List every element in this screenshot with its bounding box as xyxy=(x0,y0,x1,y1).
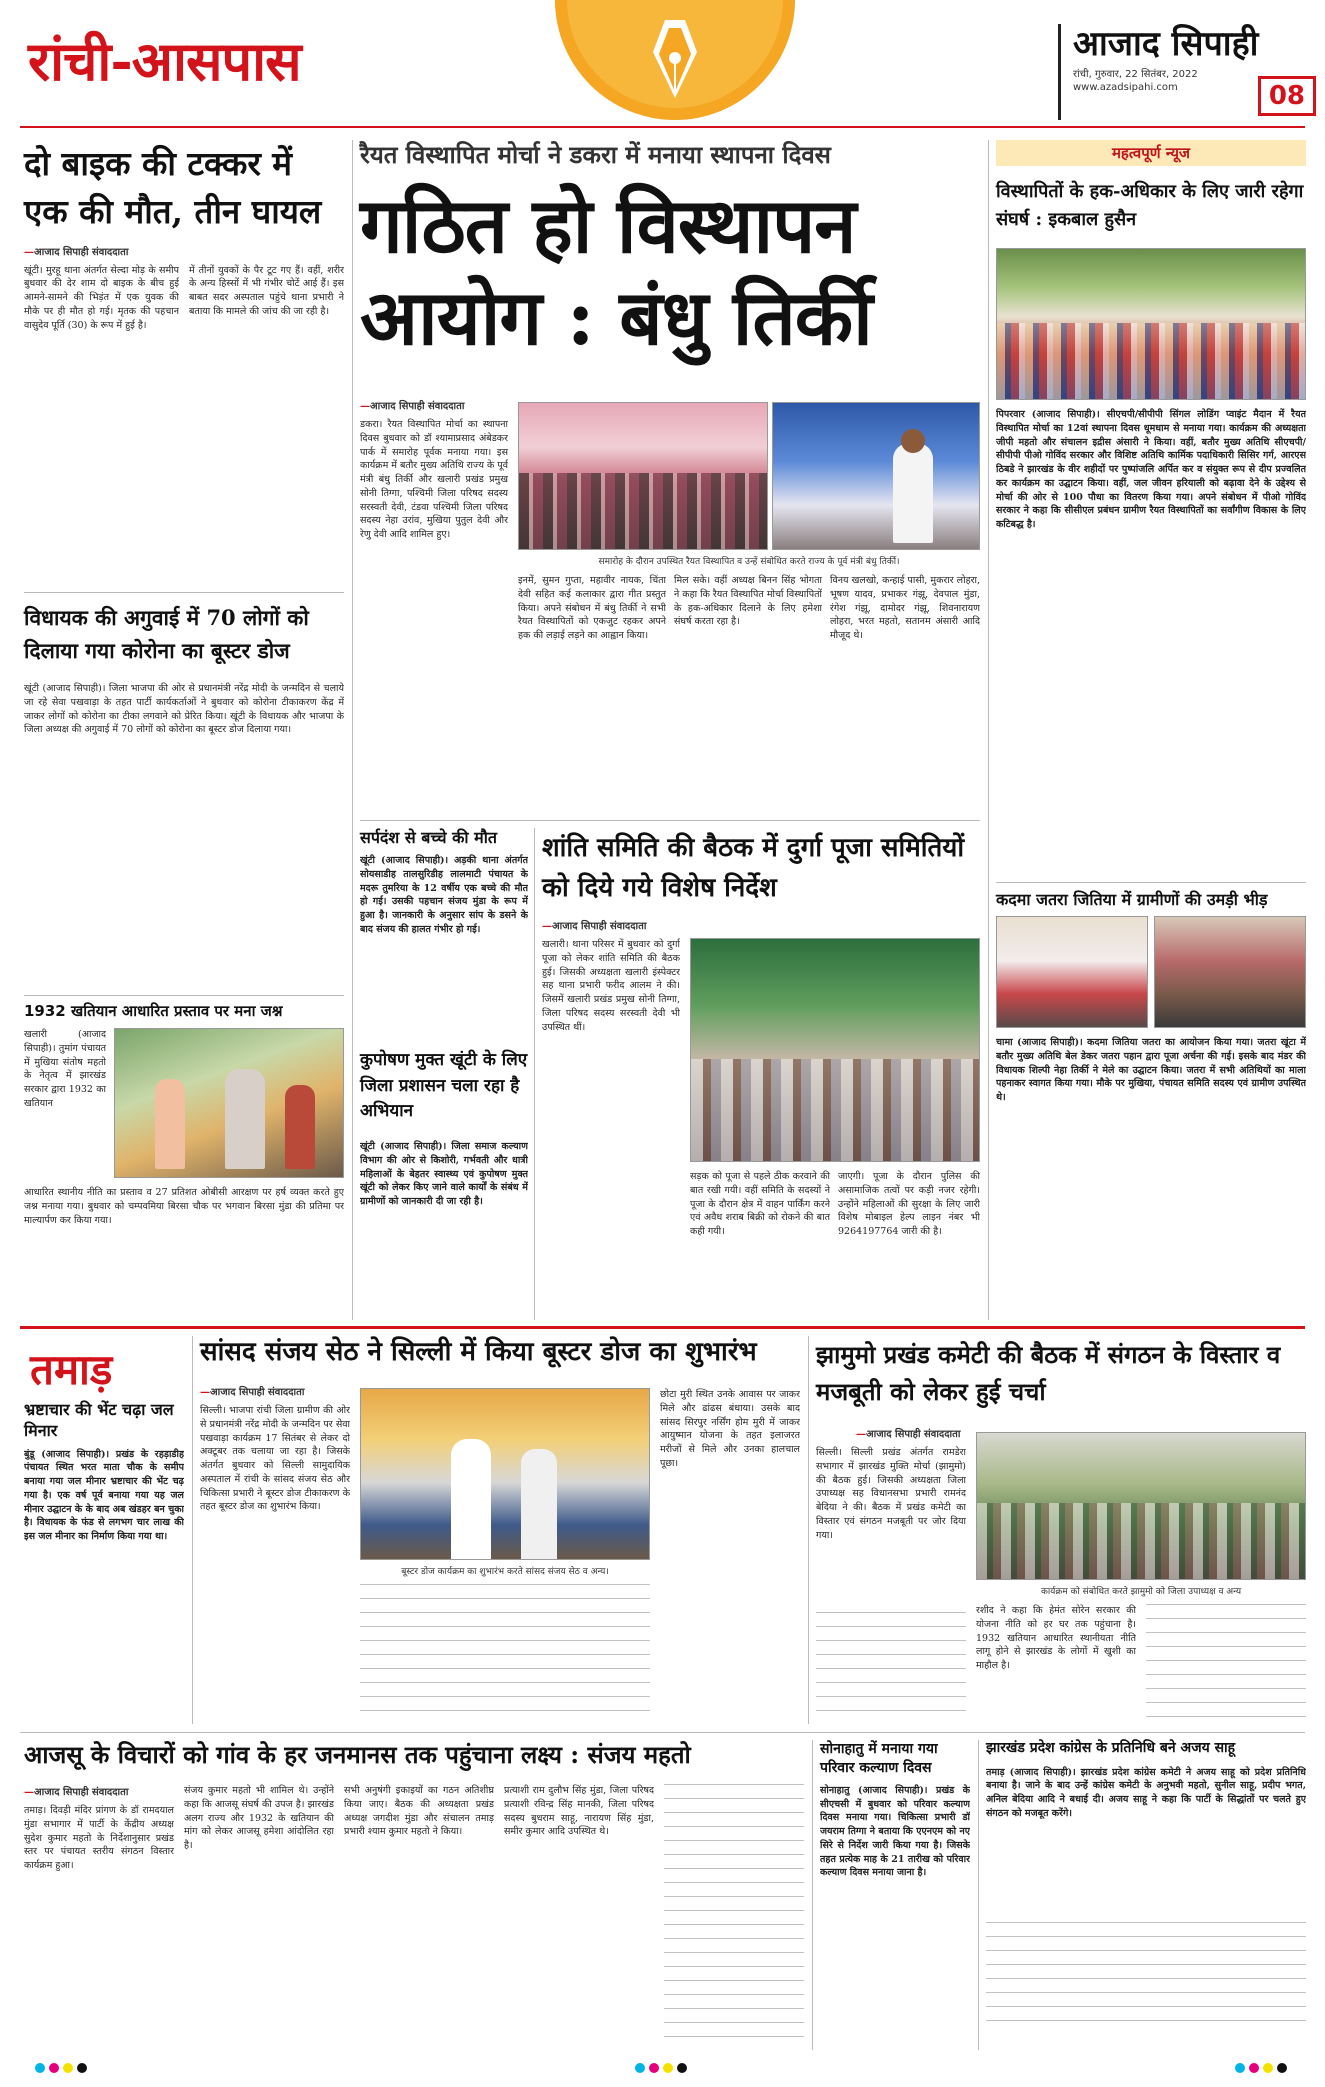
text-booster-silli-a: सिल्ली। भाजपा रांची जिला ग्रामीण की ओर से प्रधानमंत्री नरेंद्र मोदी के जन्मदिन पर सेवा पखवाड़ा कार्यक्रम 17 सितंबर से लेकर दो अक्टूबर तक चलाया जा रहा है। जिसके अंतर्गत बुधवार को सिल्ली सामुदायिक अस्पताल में रांची के सांसद संजय सेठ और चिकित्सा प्रभारी ने बूस्टर डोज टीकाकरण के तहत बूस्टर डोज का शुभारंभ किया। xyxy=(200,1405,350,1513)
photo-jmm-meeting xyxy=(976,1432,1306,1580)
left-column xyxy=(24,140,344,1320)
text-sonahatu: सोनाहातु (आजाद सिपाही)। प्रखंड के सीएचसी में बुधवार को परिवार कल्याण दिवस मनाया गया। चिकित्सा प्रभारी डॉ जयराम तिग्गा ने बताया कि एएनएम को नए सिरे से निर्देश जारी किया गया है। जिसके तहत प्रत्येक माह के 21 तारीख को परिवार कल्याण दिवस मनाया जाना है। xyxy=(820,1784,970,1879)
photo-kadma-jatra-2 xyxy=(1154,916,1306,1028)
headline-sonahatu: सोनाहातु में मनाया गया परिवार कल्याण दिवस xyxy=(820,1741,938,1776)
bottom-section-rule xyxy=(20,1326,1305,1329)
lead-text-col2: इनमें, सुमन गुप्ता, महावीर नायक, चिंता देवी सहित कई कलाकार द्वारा गीत प्रस्तुत किया। अपने संबोधन में बंधु तिर्की ने सभी रैयत विस्थापितों को एकजुट रहकर अपने हक की लड़ाई लड़ने का आह्वान किया। xyxy=(518,575,666,642)
page-number: 08 xyxy=(1258,76,1316,116)
story-booster-silli xyxy=(200,1336,800,1726)
text-displaced-rights: पिपरवार (आजाद सिपाही)। सीएचपी/सीपीपी सिंगल लोडिंग प्वाइंट मैदान में रैयत विस्थापित मोर्चा का 12वां स्थापना दिवस धूमधाम से मनाया गया। कार्यक्रम की अध्यक्षता जीपी महतो और संचालन इद्रीस अंसारी ने किया। वहीं, बतौर मुख्य अतिथि सीएचपी/सीपीपी पीओ गोविंद सरकार और विशिष्ट अतिथि कार्मिक पदाधिकारी सिसिर गर्ग, आरएस ठिबडे ने झारखंड के वीर शहीदों पर पुष्पांजलि अर्पित कर व संयुक्त रूप से दीप प्रज्वलित कर कार्यक्रम का उद्घाटन किया। वहीं, जल जीवन हरियाली को बढ़ावा देने के उद्देश्य से मोर्चा की ओर से 100 पौधा का वितरण किया गया। अपने संबोधन में पीओ गोविंद सरकार ने कहा कि सीसीएल प्रबंधन ग्रामीण रैयत विस्थापितों का सर्वांगीण विकास के लिए कटिबद्ध है। xyxy=(996,409,1306,531)
lead-photo-crowd xyxy=(518,402,768,550)
lead-headline-2: आयोग : बंधु तिर्की xyxy=(360,273,872,362)
story-congress-rep xyxy=(986,1740,1306,2050)
text-bike-accident-a: खूंटी। मुरहू थाना अंतर्गत सेल्दा मोड़ के समीप बुधवार की देर शाम दो बाइक के बीच हुई आमने-सामने की भिड़ंत में एक युवक की मौके पर ही मौत हो गई। मृतक की पहचान वासुदेव पूर्ति (30) के रूप में हुई है। xyxy=(24,264,179,331)
story-jmm-meeting xyxy=(816,1336,1306,1726)
byline-bike-accident: — आजाद सिपाही संवाददाता xyxy=(24,244,344,258)
byline-peace-committee: — आजाद सिपाही संवाददाता xyxy=(542,918,646,932)
caption-jmm-meeting: कार्यक्रम को संबोधित करते झामुमो को जिला उपाध्यक्ष व अन्य xyxy=(1040,1587,1242,1597)
tamad-section-label: तमाड़ xyxy=(30,1345,113,1394)
photo-peace-committee xyxy=(690,938,980,1162)
text-jmm-meeting-a: सिल्ली। सिल्ली प्रखंड अंतर्गत रामडेरा सभागार में झारखंड मुक्ति मोर्चा (झामुमो) की बैठक हुई। जिसकी अध्यक्षता जिला उपाध्यक्ष सह विधानसभा प्रभारी रामनंद बेदिया ने की। बैठक में प्रखंड कमेटी का विस्तार एवं संगठन मजबूती पर जोर दिया गया। xyxy=(816,1447,966,1541)
headline-booster-silli: सांसद संजय सेठ ने सिल्ली में किया बूस्टर डोज का शुभारंभ xyxy=(200,1337,757,1367)
text-jmm-meeting-b: रशीद ने कहा कि हेमंत सोरेन सरकार की योजना नीति को हर घर तक पहुंचाना है। 1932 खतियान आधारित स्थानीयता नीति लागू होने से झारखंड के लोगों में खुशी का माहौल है। xyxy=(976,1605,1136,1672)
text-kadma-jatra: चामा (आजाद सिपाही)। कदमा जितिया जतरा का आयोजन किया गया। जतरा खूंटा में बतौर मुख्य अतिथि बेल डेकर जतरा पहान द्वारा पूजा अर्चना की गई। इसके बाद मंडर की विधायक शिल्पी नेहा तिर्की ने मेले का उद्घाटन किया। जतरा में सभी अतिथियों का माला पहनाकर स्वागत किया गया। मौके पर मुखिया, पंचायत समिति सदस्य एवं ग्रामीण उपस्थित थे। xyxy=(996,1037,1306,1104)
masthead xyxy=(0,0,1325,128)
text-peace-committee-a: खलारी। थाना परिसर में बुधवार को दुर्गा पूजा को लेकर शांति समिति की बैठक हुई। जिसकी अध्यक्षता खलारी इंस्पेक्टर सह थाना प्रभारी फरीद आलम ने की। जिसमें खलारी प्रखंड प्रमुख सोनी तिग्गा, जिला परिषद सदस्य सरस्वती देवी भी उपस्थित थीं। xyxy=(542,939,680,1033)
brand-block xyxy=(1058,24,1316,120)
byline-booster-silli: — आजाद सिपाही संवाददाता xyxy=(200,1384,304,1398)
headline-booster-mla: विधायक की अगुवाई में 70 लोगों को दिलाया गया कोरोना का बूस्टर डोज xyxy=(24,605,309,663)
lead-story xyxy=(360,140,980,1320)
text-congress-rep-cont xyxy=(986,1922,1306,2032)
tamad-sidebar xyxy=(24,1400,184,1700)
lead-headline-1: गठित हो विस्थापन xyxy=(360,181,856,270)
text-ajsu-cont xyxy=(664,1784,804,2048)
headline-snakebite: सर्पदंश से बच्चे की मौत xyxy=(360,828,497,847)
text-water-tower: बुंडू (आजाद सिपाही)। प्रखंड के रहड़ाडीह पंचायत स्थित भरत माता चौक के समीप बनाया गया जल मीनार भ्रष्टाचार की भेंट चढ़ गया है। एक वर्ष पूर्व बनाया गया यह जल मीनार उद्घाटन के के बाद अब खंडहर बन चुका है। विधायक के फंड से लगभग चार लाख की इस जल मीनार का निर्माण किया गया था। xyxy=(24,1448,184,1543)
story-ajsu xyxy=(24,1740,804,2050)
text-booster-silli-b: छोटा मुरी स्थित उनके आवास पर जाकर मिले और ढांढस बंधाया। उसके बाद सांसद सिरपुर नर्सिंग होम मुरी में जाकर आयुष्मान योजना के तहत इलाजरत मरीजों से मिले और उनका हालचाल पूछा। xyxy=(660,1389,800,1469)
newspaper-brand: आजाद सिपाही xyxy=(1073,24,1259,64)
masthead-rule xyxy=(20,126,1305,128)
sun-pen-logo xyxy=(555,0,795,128)
photo-kadma-jatra-1 xyxy=(996,916,1148,1028)
text-khatiyan-b: आधारित स्थानीय नीति का प्रस्ताव व 27 प्रतिशत ओबीसी आरक्षण पर हर्ष व्यक्त करते हुए जश्न मनाया गया। बुधवार को चम्पवमिया बिरसा चौक पर भगवान बिरसा मुंडा की प्रतिमा पर माल्यार्पण कर किया गया। xyxy=(24,1187,344,1226)
text-jmm-meeting-cont2 xyxy=(1146,1604,1306,1724)
text-booster-silli-cont xyxy=(360,1584,650,1724)
right-column xyxy=(996,140,1306,1320)
dateline: रांची, गुरुवार, 22 सितंबर, 2022 xyxy=(1073,69,1198,80)
text-snakebite: खूंटी (आजाद सिपाही)। अड़की थाना अंतर्गत सोयसाडीह तालसुरिडीह लालमाटी पंचायत के मदरू तुमरिया के 12 वर्षीय एक बच्चे की मौत हो गई। उसकी पहचान संजय मुंडा के रूप में हुआ है। जानकारी के अनुसार सांप के डसने के बाद संजय की हालत गंभीर हो गई। xyxy=(360,855,528,935)
headline-kadma-jatra: कदमा जतरा जितिया में ग्रामीणों की उमड़ी भीड़ xyxy=(996,890,1268,909)
photo-booster-silli xyxy=(360,1388,650,1560)
text-peace-committee-c: जाएगी। पूजा के दौरान पुलिस की असामाजिक तत्वों पर कड़ी नजर रहेगी। उन्होंने महिलाओं की सुरक्षा के लिए जारी विशेष मोबाइल हेल्प लाइन नंबर भी 9264197764 जारी की है। xyxy=(838,1171,980,1238)
headline-peace-committee: शांति समिति की बैठक में दुर्गा पूजा समितियों को दिये गये विशेष निर्देश xyxy=(542,833,965,904)
lead-text-col4: विनय खलखो, कन्हाई पासी, मुकरार लोहरा, भूषण यादव, प्रभाकर गंझू, देवपाल मुंडा, रंगेश गंझू, दामोदर गंझू, शिवनारायण लोहरा, भरत महतो, सतानम अंसारी आदि मौजूद थे। xyxy=(830,575,980,642)
text-ajsu-d: प्रत्याशी राम दुलौभ सिंह मुंडा, जिला परिषद प्रत्याशी रविन्द्र सिंह मानकी, जिला परिषद सदस्य बुधराम साहू, नारायण सिंह मुंडा, समीर कुमार आदि उपस्थित थे। xyxy=(504,1785,654,1838)
text-peace-committee-b: सड़क को पूजा से पहले ठीक करवाने की बात रखी गयी। वहीं समिति के सदस्यों ने पूजा के दौरान क्षेत्र में वाहन पार्किंग करने एवं अवैध शराब बिक्री को रोकने की बात कही गयी। xyxy=(690,1171,830,1238)
headline-malnutrition: कुपोषण मुक्त खूंटी के लिए जिला प्रशासन चला रहा है अभियान xyxy=(360,1050,528,1121)
text-ajsu-c: सभी अनुषंगी इकाइयों का गठन अतिशीघ्र किया जाए। बैठक की अध्यक्षता प्रखंड अध्यक्ष जगदीश मुंडा और संचालन तमाड़ प्रभारी श्याम कुमार महतो ने किया। xyxy=(344,1785,494,1838)
headline-ajsu: आजसू के विचारों को गांव के हर जनमानस तक पहुंचाना लक्ष्य : संजय महतो xyxy=(24,1740,691,1769)
headline-khatiyan-celebration: 1932 खतियान आधारित प्रस्ताव पर मना जश्न xyxy=(24,1002,283,1020)
story-sonahatu xyxy=(820,1740,970,2050)
headline-jmm-meeting: झामुमो प्रखंड कमेटी की बैठक में संगठन के विस्तार व मजबूती को लेकर हुई चर्चा xyxy=(816,1340,1281,1407)
text-jmm-meeting-cont xyxy=(816,1612,966,1724)
lead-kicker: रैयत विस्थापित मोर्चा ने डकरा में मनाया स्थापना दिवस xyxy=(360,141,831,169)
text-congress-rep: तमाड़ (आजाद सिपाही)। झारखंड प्रदेश कांग्रेस कमेटी ने अजय साहू को प्रदेश प्रतिनिधि बनाया है। जाने के बाद उन्हें कांग्रेस कमेटी के अनुभवी महतो, सुनील साहू, प्रदीप भगत, अनिल बेदिया आदि ने बधाई दी। अजय साहू ने कहा कि पार्टी के सिद्धांतों पर चलते हुए संगठन को मजबूत करेंगे। xyxy=(986,1766,1306,1819)
lead-text-col3: मिल सके। वहीं अध्यक्ष बिनन सिंह भोगता ने कहा कि रैयत विस्थापित मोर्चा विस्थापितों के हक-अधिकार दिलाने के लिए हमेशा संघर्ष करता रहा है। xyxy=(674,575,822,628)
byline-jmm-meeting: — आजाद सिपाही संवाददाता xyxy=(856,1426,960,1440)
byline-ajsu: — आजाद सिपाही संवाददाता xyxy=(24,1784,128,1798)
text-ajsu-a: तमाड़। दिवड़ी मंदिर प्रांगण के डॉ रामदयाल मुंडा सभागार में पार्टी के केंद्रीय अध्यक्ष सुदेश कुमार महतो के निर्देशानुसार प्रखंड स्तर पर पंचायत स्तरीय संगठन विस्तार कार्यक्रम हुआ। xyxy=(24,1805,174,1872)
headline-bike-accident: दो बाइक की टक्कर में एक की मौत, तीन घायल xyxy=(24,144,322,231)
lead-text-col1: डकरा। रैयत विस्थापित मोर्चा का स्थापना दिवस बुधवार को डॉ श्यामाप्रसाद अंबेडकर पार्क में समारोह पूर्वक मनाया गया। इस कार्यक्रम में बतौर मुख्य अतिथि राज्य के पूर्व मंत्री बंधु तिर्की और खलारी प्रखंड प्रमुख सोनी तिग्गा, पश्चिमी जिला परिषद सदस्य सरस्वती देवी, टंडवा पश्चिमी जिला परिषद सदस्य नेहा उरांव, मुखिया पुतुल देवी और रेणु देवी आदि शामिल हुए। xyxy=(360,419,508,541)
photo-displaced-rights xyxy=(996,248,1306,400)
text-malnutrition: खूंटी (आजाद सिपाही)। जिला समाज कल्याण विभाग की ओर से किशोरी, गर्भवती और धात्री महिलाओं के बेहतर स्वास्थ्य एवं कुपोषण मुक्त खूंटी को लेकर किए जाने वाले कार्यों के संबंध में ग्रामीणों को जानकारी दी जा रही है। xyxy=(360,1141,528,1208)
lead-photo-caption: समारोह के दौरान उपस्थित रैयत विस्थापित व उन्हें संबोधित करते राज्य के पूर्व मंत्री बंधु तिर्की। xyxy=(598,557,900,567)
photo-khatiyan-celebration xyxy=(114,1028,344,1178)
headline-congress-rep: झारखंड प्रदेश कांग्रेस के प्रतिनिधि बने अजय साहू xyxy=(986,1740,1236,1756)
section-title: रांची-आसपास xyxy=(28,29,301,93)
text-khatiyan-a: खलारी (आजाद सिपाही)। तुमांग पंचायत में मुखिया संतोष महतो के नेतृत्व में झारखंड सरकार द्वारा 1932 का खतियान xyxy=(24,1029,106,1109)
text-ajsu-b: संजय कुमार महतो भी शामिल थे। उन्होंने कहा कि आजसू संघर्ष की उपज है। झारखंड अलग राज्य और 1932 के खतियान की मांग को लेकर आजसू हमेशा आंदोलित रहा है। xyxy=(184,1785,334,1852)
text-booster-mla: खूंटी (आजाद सिपाही)। जिला भाजपा की ओर से प्रधानमंत्री नरेंद्र मोदी के जन्मदिन से चलाये जा रहे सेवा पखवाड़ा के तहत पार्टी कार्यकर्ताओं ने बुधवार को कोरोना टीकाकरण केंद्र में जाकर लोगों को कोरोना का टीका लगवाने को प्रेरित किया। खूंटी के विधायक और भाजपा के जिला अध्यक्ष की अगुवाई में 70 लोगों को कोरोना का बूस्टर डोज दिलाया गया। xyxy=(24,683,344,736)
lead-photo-speaker xyxy=(772,402,980,550)
website-link[interactable]: www.azadsipahi.com xyxy=(1073,82,1178,93)
headline-displaced-rights: विस्थापितों के हक-अधिकार के लिए जारी रहेगा संघर्ष : इकबाल हुसैन xyxy=(996,181,1304,230)
caption-booster-silli: बूस्टर डोज कार्यक्रम का शुभारंभ करते सांसद संजय सेठ व अन्य। xyxy=(401,1567,609,1577)
important-news-box-title: महत्वपूर्ण न्यूज xyxy=(996,140,1306,166)
lead-byline: — आजाद सिपाही संवाददाता xyxy=(360,398,464,412)
headline-water-tower: भ्रष्टाचार की भेंट चढ़ा जल मिनार xyxy=(24,1400,174,1440)
print-registration-marks xyxy=(0,2058,1325,2078)
text-bike-accident-b: में तीनों युवकों के पैर टूट गए हैं। वहीं, शरीर के अन्य हिस्सों में भी गंभीर चोटें आई हैं। इस बाबत सदर अस्पताल पहुंचे थाना प्रभारी ने बताया कि मामले की जांच की जा रही है। xyxy=(189,264,344,317)
